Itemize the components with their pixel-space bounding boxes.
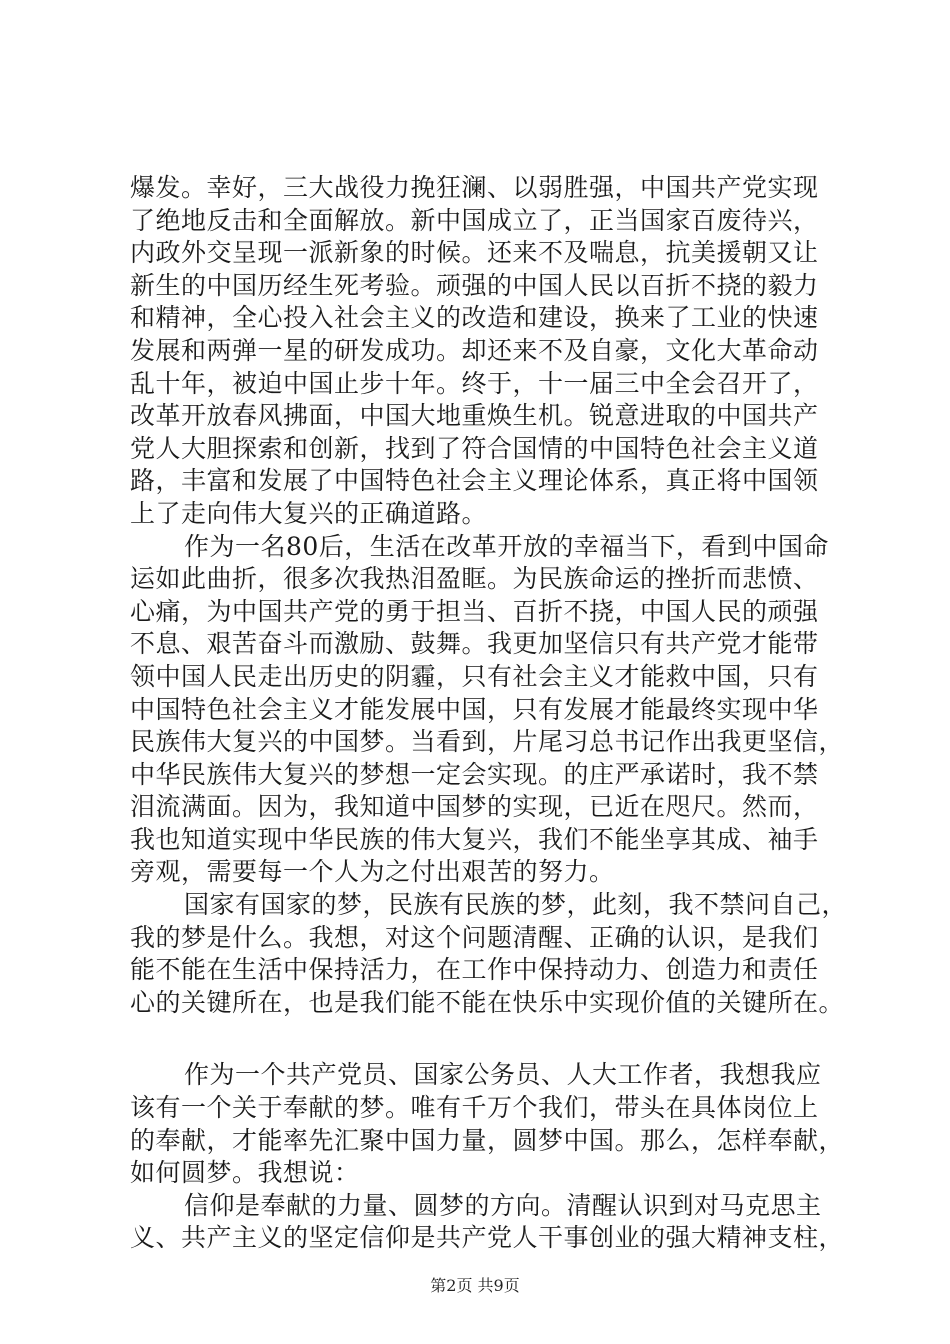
text-line: 我也知道实现中华民族的伟大复兴，我们不能坐享其成、袖手 [130, 824, 819, 854]
text-line: 中华民族伟大复兴的梦想一定会实现。的庄严承诺时，我不禁 [130, 759, 819, 789]
text-line: 内政外交呈现一派新象的时候。还来不及喘息，抗美援朝又让 [130, 238, 819, 268]
text-line: 领中国人民走出历史的阴霾，只有社会主义才能救中国，只有 [130, 661, 819, 691]
text-line: 了绝地反击和全面解放。新中国成立了，正当国家百废待兴， [130, 205, 819, 235]
text-line: 信仰是奉献的力量、圆梦的方向。清醒认识到对马克思主 [184, 1190, 822, 1220]
page-footer: 第2页 共9页 [430, 1276, 520, 1295]
text-line: 泪流满面。因为，我知道中国梦的实现，已近在咫尺。然而， [130, 792, 819, 822]
text-line: 义、共产主义的坚定信仰是共产党人干事创业的强大精神支柱， [130, 1223, 845, 1253]
text-line: 心的关键所在，也是我们能不能在快乐中实现价值的关键所在。 [130, 987, 845, 1017]
text-line: 新生的中国历经生死考验。顽强的中国人民以百折不挠的毅力 [130, 270, 819, 300]
text-line: 发展和两弹一星的研发成功。却还来不及自豪，文化大革命动 [130, 335, 819, 365]
text-line: 作为一个共产党员、国家公务员、人大工作者，我想我应 [184, 1060, 822, 1090]
text-line: 不息、艰苦奋斗而激励、鼓舞。我更加坚信只有共产党才能带 [130, 629, 819, 659]
text-line: 爆发。幸好，三大战役力挽狂澜、以弱胜强，中国共产党实现 [130, 173, 819, 202]
text-line: 如何圆梦。我想说： [130, 1158, 360, 1188]
text-line: 国家有国家的梦，民族有民族的梦，此刻，我不禁问自己， [184, 890, 848, 920]
text-line: 党人大胆探索和创新，找到了符合国情的中国特色社会主义道 [130, 433, 819, 463]
text-line: 和精神，全心投入社会主义的改造和建设，换来了工业的快速 [130, 303, 819, 333]
text-line: 改革开放春风拂面，中国大地重焕生机。锐意进取的中国共产 [130, 401, 819, 431]
text-line: 旁观，需要每一个人为之付出艰苦的努力。 [130, 857, 615, 887]
text-line: 我的梦是什么。我想，对这个问题清醒、正确的认识，是我们 [130, 922, 819, 952]
text-line: 运如此曲折，很多次我热泪盈眶。为民族命运的挫折而悲愤、 [130, 564, 819, 594]
text-line: 乱十年，被迫中国止步十年。终于，十一届三中全会召开了， [130, 368, 819, 398]
text-line: 能不能在生活中保持活力，在工作中保持动力、创造力和责任 [130, 955, 819, 985]
text-line: 的奉献，才能率先汇聚中国力量，圆梦中国。那么，怎样奉献， [130, 1125, 845, 1155]
paragraph-gap [130, 1019, 850, 1059]
text-line: 上了走向伟大复兴的正确道路。 [130, 498, 488, 528]
text-line: 中国特色社会主义才能发展中国，只有发展才能最终实现中华 [130, 694, 819, 724]
text-line: 作为一名80后，生活在改革开放的幸福当下，看到中国命 [184, 531, 829, 561]
body-text [130, 172, 850, 1255]
text-line: 路，丰富和发展了中国特色社会主义理论体系，真正将中国领 [130, 466, 819, 496]
text-line: 该有一个关于奉献的梦。唯有千万个我们，带头在具体岗位上 [130, 1093, 819, 1123]
text-line: 民族伟大复兴的中国梦。当看到，片尾习总书记作出我更坚信， [130, 727, 845, 757]
text-line: 心痛，为中国共产党的勇于担当、百折不挠，中国人民的顽强 [130, 596, 819, 626]
